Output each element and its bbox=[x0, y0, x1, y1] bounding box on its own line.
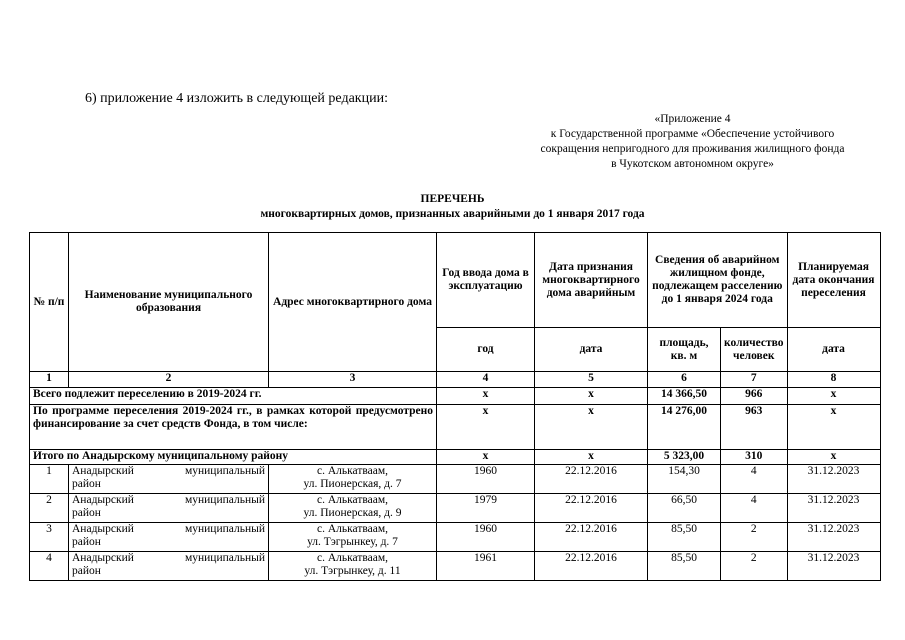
col-number: 3 bbox=[269, 372, 437, 388]
col-number: 8 bbox=[787, 372, 880, 388]
row-address bbox=[269, 465, 437, 494]
row-year: 1979 bbox=[437, 494, 535, 523]
mun-line2: район bbox=[72, 536, 101, 548]
mun-line2: район bbox=[72, 478, 101, 490]
row-address bbox=[269, 494, 437, 523]
row-municipality bbox=[69, 523, 269, 552]
total-district-people: 310 bbox=[721, 450, 788, 465]
header-address: Адрес многоквартирного дома bbox=[269, 233, 437, 372]
row-year: 1960 bbox=[437, 523, 535, 552]
header-num: № п/п bbox=[30, 233, 69, 372]
subheader-date2: дата bbox=[787, 328, 880, 372]
col-number: 2 bbox=[69, 372, 269, 388]
row-num: 1 bbox=[30, 465, 69, 494]
table-row bbox=[30, 523, 881, 552]
address-line: ул. Тэгрынкеу, д. 11 bbox=[304, 565, 401, 577]
header-date-recognized: Дата признания многоквартирного дома аварийным bbox=[535, 233, 648, 328]
total-district-area: 5 323,00 bbox=[648, 450, 721, 465]
subheader-area: площадь, кв. м bbox=[648, 328, 721, 372]
header-year-in: Год ввода дома в эксплуатацию bbox=[437, 233, 535, 328]
total-district-planned: х bbox=[787, 450, 880, 465]
appendix-line: в Чукотском автономном округе» bbox=[611, 158, 774, 170]
intro-line: 6) приложение 4 изложить в следующей редакции: bbox=[85, 91, 388, 106]
address-line: с. Алькатваам, bbox=[316, 494, 389, 506]
col-number: 6 bbox=[648, 372, 721, 388]
header-info: Сведения об аварийном жилищном фонде, подлежащем расселению до 1 января 2024 года bbox=[648, 233, 788, 328]
row-num: 2 bbox=[30, 494, 69, 523]
document-subtitle: многоквартирных домов, признанных аварийными до 1 января 2017 года bbox=[260, 208, 645, 220]
address-line: ул. Пионерская, д. 9 bbox=[303, 507, 402, 519]
row-municipality bbox=[69, 494, 269, 523]
mun-word: Анадырский bbox=[72, 552, 134, 564]
address-line: с. Алькатваам, bbox=[316, 552, 389, 564]
address-line: с. Алькатваам, bbox=[316, 523, 389, 535]
appendix-line: сокращения непригодного для проживания жилищного фонда bbox=[540, 143, 845, 155]
mun-word: Анадырский bbox=[72, 465, 134, 477]
total-all-people: 966 bbox=[721, 388, 788, 405]
subheader-date: дата bbox=[535, 328, 648, 372]
row-planned: 31.12.2023 bbox=[787, 465, 880, 494]
col-number: 5 bbox=[535, 372, 648, 388]
row-area: 85,50 bbox=[648, 523, 721, 552]
total-program-date: х bbox=[535, 405, 648, 450]
mun-line2: район bbox=[72, 565, 101, 577]
header-municipality: Наименование муниципального образования bbox=[69, 233, 269, 372]
row-date: 22.12.2016 bbox=[535, 523, 648, 552]
row-municipality bbox=[69, 465, 269, 494]
total-all-label: Всего подлежит переселению в 2019-2024 гг. bbox=[30, 388, 437, 405]
total-district-year: х bbox=[437, 450, 535, 465]
total-all-date: х bbox=[535, 388, 648, 405]
mun-line2: район bbox=[72, 507, 101, 519]
row-people: 2 bbox=[721, 523, 788, 552]
mun-word: муниципальный bbox=[184, 494, 265, 506]
address-line: с. Алькатваам, bbox=[316, 465, 389, 477]
col-number: 7 bbox=[721, 372, 788, 388]
mun-word: муниципальный bbox=[184, 552, 265, 564]
mun-word: муниципальный bbox=[184, 523, 265, 535]
mun-word: Анадырский bbox=[72, 523, 134, 535]
row-municipality bbox=[69, 552, 269, 581]
table-row bbox=[30, 552, 881, 581]
row-area: 154,30 bbox=[648, 465, 721, 494]
document-title: ПЕРЕЧЕНЬ bbox=[420, 193, 485, 205]
row-area: 85,50 bbox=[648, 552, 721, 581]
total-all-year: х bbox=[437, 388, 535, 405]
row-address bbox=[269, 552, 437, 581]
mun-word: муниципальный bbox=[184, 465, 265, 477]
address-line: ул. Тэгрынкеу, д. 7 bbox=[307, 536, 398, 548]
column-number-row bbox=[30, 372, 881, 388]
document-heading bbox=[30, 192, 875, 222]
row-year: 1961 bbox=[437, 552, 535, 581]
col-number: 4 bbox=[437, 372, 535, 388]
table-row bbox=[30, 465, 881, 494]
appendix-line: «Приложение 4 bbox=[654, 113, 731, 125]
mun-word: Анадырский bbox=[72, 494, 134, 506]
total-program-label: По программе переселения 2019-2024 гг., в рамках которой предусмотрено финансирование за счет средств Фонда, в том числе: bbox=[30, 405, 437, 450]
total-program-row bbox=[30, 405, 881, 450]
row-date: 22.12.2016 bbox=[535, 494, 648, 523]
row-num: 4 bbox=[30, 552, 69, 581]
total-all-area: 14 366,50 bbox=[648, 388, 721, 405]
row-planned: 31.12.2023 bbox=[787, 523, 880, 552]
total-program-people: 963 bbox=[721, 405, 788, 450]
total-all-planned: х bbox=[787, 388, 880, 405]
row-date: 22.12.2016 bbox=[535, 465, 648, 494]
row-area: 66,50 bbox=[648, 494, 721, 523]
table-row bbox=[30, 494, 881, 523]
appendix-line: к Государственной программе «Обеспечение устойчивого bbox=[550, 128, 835, 140]
row-planned: 31.12.2023 bbox=[787, 552, 880, 581]
subheader-year: год bbox=[437, 328, 535, 372]
total-district-label: Итого по Анадырскому муниципальному району bbox=[30, 450, 437, 465]
row-people: 2 bbox=[721, 552, 788, 581]
total-all-row bbox=[30, 388, 881, 405]
row-people: 4 bbox=[721, 494, 788, 523]
row-people: 4 bbox=[721, 465, 788, 494]
row-year: 1960 bbox=[437, 465, 535, 494]
col-number: 1 bbox=[30, 372, 69, 388]
total-district-date: х bbox=[535, 450, 648, 465]
total-program-area: 14 276,00 bbox=[648, 405, 721, 450]
total-district-row bbox=[30, 450, 881, 465]
appendix-note bbox=[500, 112, 885, 172]
address-line: ул. Пионерская, д. 7 bbox=[303, 478, 402, 490]
row-num: 3 bbox=[30, 523, 69, 552]
header-planned: Планируемая дата окончания переселения bbox=[787, 233, 880, 328]
total-program-year: х bbox=[437, 405, 535, 450]
subheader-people: количество человек bbox=[721, 328, 788, 372]
header-row bbox=[30, 233, 881, 328]
houses-table bbox=[29, 232, 881, 581]
row-date: 22.12.2016 bbox=[535, 552, 648, 581]
row-planned: 31.12.2023 bbox=[787, 494, 880, 523]
row-address bbox=[269, 523, 437, 552]
total-program-planned: х bbox=[787, 405, 880, 450]
